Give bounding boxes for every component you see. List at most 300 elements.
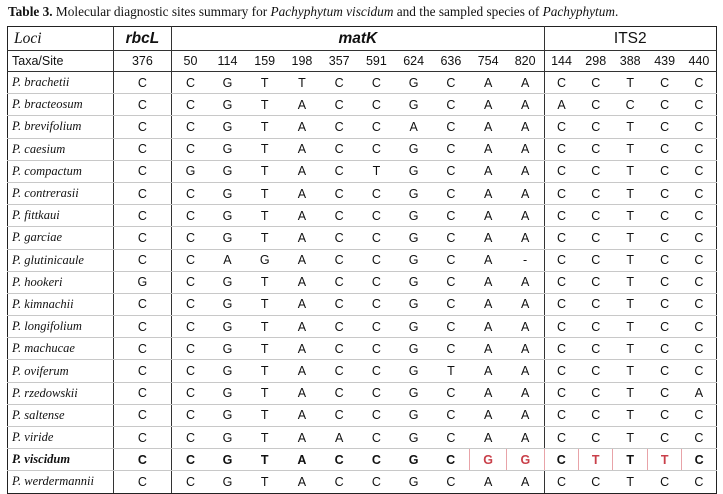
taxon-name: P. fittkaui	[8, 205, 114, 227]
nucleotide-cell: T	[246, 427, 283, 449]
nucleotide-cell: C	[579, 205, 613, 227]
table-row	[8, 471, 717, 493]
table-row	[8, 427, 717, 449]
nucleotide-cell: G	[209, 471, 246, 493]
nucleotide-cell: G	[209, 72, 246, 94]
nucleotide-cell: T	[613, 227, 647, 249]
nucleotide-cell: C	[579, 382, 613, 404]
nucleotide-cell: C	[358, 293, 395, 315]
nucleotide-cell: G	[395, 138, 432, 160]
caption-label: Table 3.	[8, 4, 53, 19]
taxon-name: P. machucae	[8, 338, 114, 360]
table-row	[8, 249, 717, 271]
nucleotide-cell: A	[507, 72, 544, 94]
nucleotide-cell: C	[172, 94, 209, 116]
nucleotide-cell: C	[682, 449, 717, 471]
locus-rbcl: rbcL	[113, 27, 171, 51]
nucleotide-cell: C	[321, 360, 358, 382]
nucleotide-cell: G	[209, 116, 246, 138]
taxon-name: P. contrerasii	[8, 182, 114, 204]
nucleotide-cell: C	[432, 227, 469, 249]
nucleotide-cell: T	[283, 72, 320, 94]
nucleotide-cell: C	[358, 205, 395, 227]
nucleotide-cell: C	[432, 471, 469, 493]
nucleotide-cell: C	[579, 249, 613, 271]
nucleotide-cell: C	[321, 338, 358, 360]
nucleotide-cell: C	[113, 249, 171, 271]
nucleotide-cell: T	[246, 360, 283, 382]
taxon-name: P. oviferum	[8, 360, 114, 382]
nucleotide-cell: T	[647, 449, 681, 471]
nucleotide-cell: C	[432, 427, 469, 449]
nucleotide-cell: C	[682, 249, 717, 271]
sites-header-row	[8, 51, 717, 72]
taxon-name: P. saltense	[8, 404, 114, 426]
nucleotide-cell: C	[358, 471, 395, 493]
site-header: 820	[507, 51, 544, 72]
nucleotide-cell: C	[647, 160, 681, 182]
site-header: 624	[395, 51, 432, 72]
nucleotide-cell: G	[209, 449, 246, 471]
nucleotide-cell: A	[507, 382, 544, 404]
nucleotide-cell: C	[579, 471, 613, 493]
nucleotide-cell: A	[507, 316, 544, 338]
table-row	[8, 138, 717, 160]
nucleotide-cell: G	[395, 316, 432, 338]
nucleotide-cell: T	[613, 316, 647, 338]
nucleotide-cell: C	[432, 293, 469, 315]
nucleotide-cell: C	[113, 471, 171, 493]
nucleotide-cell: C	[647, 72, 681, 94]
nucleotide-cell: T	[246, 338, 283, 360]
table-row	[8, 227, 717, 249]
nucleotide-cell: T	[246, 72, 283, 94]
nucleotide-cell: C	[113, 316, 171, 338]
taxa-site-label: Taxa/Site	[8, 51, 114, 72]
nucleotide-cell: A	[283, 227, 320, 249]
nucleotide-cell: C	[613, 94, 647, 116]
nucleotide-cell: A	[283, 427, 320, 449]
nucleotide-cell: C	[544, 227, 578, 249]
caption-text-before: Molecular diagnostic sites summary for	[52, 4, 271, 19]
nucleotide-cell: G	[395, 427, 432, 449]
nucleotide-cell: G	[395, 182, 432, 204]
nucleotide-cell: C	[647, 338, 681, 360]
nucleotide-cell: A	[283, 160, 320, 182]
nucleotide-cell: A	[283, 138, 320, 160]
nucleotide-cell: C	[172, 404, 209, 426]
locus-its2: ITS2	[544, 27, 716, 51]
nucleotide-cell: C	[358, 338, 395, 360]
nucleotide-cell: C	[432, 316, 469, 338]
nucleotide-cell: A	[283, 338, 320, 360]
nucleotide-cell: T	[246, 227, 283, 249]
nucleotide-cell: G	[209, 271, 246, 293]
nucleotide-cell: A	[470, 382, 507, 404]
taxon-name: P. garciae	[8, 227, 114, 249]
nucleotide-cell: C	[682, 160, 717, 182]
nucleotide-cell: C	[647, 138, 681, 160]
nucleotide-cell: C	[358, 116, 395, 138]
nucleotide-cell: A	[507, 360, 544, 382]
nucleotide-cell: T	[613, 182, 647, 204]
nucleotide-cell: C	[682, 316, 717, 338]
nucleotide-cell: G	[395, 449, 432, 471]
nucleotide-cell: C	[113, 404, 171, 426]
table-row	[8, 271, 717, 293]
nucleotide-cell: A	[507, 116, 544, 138]
nucleotide-cell: G	[209, 293, 246, 315]
nucleotide-cell: A	[470, 360, 507, 382]
nucleotide-cell: T	[613, 293, 647, 315]
nucleotide-cell: C	[579, 316, 613, 338]
nucleotide-cell: C	[172, 249, 209, 271]
nucleotide-cell: T	[613, 160, 647, 182]
nucleotide-cell: G	[113, 271, 171, 293]
nucleotide-cell: C	[647, 427, 681, 449]
nucleotide-cell: A	[682, 382, 717, 404]
nucleotide-cell: C	[544, 271, 578, 293]
nucleotide-cell: T	[613, 427, 647, 449]
nucleotide-cell: C	[432, 449, 469, 471]
nucleotide-cell: C	[647, 227, 681, 249]
nucleotide-cell: C	[321, 138, 358, 160]
site-header: 298	[579, 51, 613, 72]
nucleotide-cell: G	[395, 249, 432, 271]
nucleotide-cell: C	[647, 271, 681, 293]
nucleotide-cell: T	[613, 404, 647, 426]
nucleotide-cell: A	[470, 94, 507, 116]
nucleotide-cell: A	[470, 404, 507, 426]
nucleotide-cell: C	[432, 271, 469, 293]
nucleotide-cell: C	[682, 182, 717, 204]
nucleotide-cell: C	[432, 138, 469, 160]
table-row	[8, 94, 717, 116]
nucleotide-cell: C	[432, 182, 469, 204]
nucleotide-cell: C	[113, 160, 171, 182]
diagnostic-sites-table	[7, 26, 717, 494]
nucleotide-cell: T	[358, 160, 395, 182]
site-header: 388	[613, 51, 647, 72]
nucleotide-cell: T	[613, 249, 647, 271]
nucleotide-cell: A	[507, 293, 544, 315]
nucleotide-cell: A	[283, 116, 320, 138]
table-row	[8, 160, 717, 182]
taxon-name: P. kimnachii	[8, 293, 114, 315]
nucleotide-cell: C	[358, 138, 395, 160]
nucleotide-cell: G	[470, 449, 507, 471]
nucleotide-cell: A	[283, 205, 320, 227]
taxon-name: P. viride	[8, 427, 114, 449]
nucleotide-cell: C	[172, 360, 209, 382]
nucleotide-cell: T	[613, 449, 647, 471]
site-header: 144	[544, 51, 578, 72]
nucleotide-cell: C	[544, 182, 578, 204]
nucleotide-cell: C	[321, 160, 358, 182]
nucleotide-cell: C	[682, 271, 717, 293]
nucleotide-cell: A	[507, 160, 544, 182]
nucleotide-cell: C	[321, 205, 358, 227]
nucleotide-cell: G	[395, 72, 432, 94]
nucleotide-cell: G	[209, 138, 246, 160]
nucleotide-cell: C	[682, 72, 717, 94]
loci-header-row	[8, 27, 717, 51]
nucleotide-cell: C	[321, 471, 358, 493]
nucleotide-cell: A	[283, 404, 320, 426]
nucleotide-cell: G	[246, 249, 283, 271]
nucleotide-cell: C	[321, 382, 358, 404]
nucleotide-cell: T	[432, 360, 469, 382]
nucleotide-cell: C	[321, 116, 358, 138]
nucleotide-cell: C	[544, 138, 578, 160]
nucleotide-cell: T	[246, 271, 283, 293]
nucleotide-cell: C	[321, 316, 358, 338]
nucleotide-cell: C	[172, 449, 209, 471]
site-header: 440	[682, 51, 717, 72]
nucleotide-cell: C	[358, 427, 395, 449]
nucleotide-cell: C	[647, 116, 681, 138]
nucleotide-cell: T	[246, 449, 283, 471]
taxon-name: P. brevifolium	[8, 116, 114, 138]
nucleotide-cell: C	[113, 72, 171, 94]
table-row	[8, 72, 717, 94]
nucleotide-cell: A	[507, 338, 544, 360]
site-header: 376	[113, 51, 171, 72]
table-row	[8, 449, 717, 471]
table-row	[8, 205, 717, 227]
nucleotide-cell: A	[321, 427, 358, 449]
nucleotide-cell: C	[432, 94, 469, 116]
nucleotide-cell: C	[544, 205, 578, 227]
nucleotide-cell: C	[544, 116, 578, 138]
nucleotide-cell: C	[544, 316, 578, 338]
nucleotide-cell: G	[209, 182, 246, 204]
nucleotide-cell: T	[613, 382, 647, 404]
site-header: 114	[209, 51, 246, 72]
nucleotide-cell: T	[613, 471, 647, 493]
nucleotide-cell: C	[113, 227, 171, 249]
nucleotide-cell: C	[647, 293, 681, 315]
nucleotide-cell: G	[209, 427, 246, 449]
nucleotide-cell: C	[113, 449, 171, 471]
nucleotide-cell: G	[209, 360, 246, 382]
nucleotide-cell: C	[579, 404, 613, 426]
nucleotide-cell: C	[172, 471, 209, 493]
nucleotide-cell: C	[358, 271, 395, 293]
nucleotide-cell: T	[579, 449, 613, 471]
nucleotide-cell: A	[283, 471, 320, 493]
nucleotide-cell: C	[647, 471, 681, 493]
nucleotide-cell: C	[321, 182, 358, 204]
nucleotide-cell: A	[507, 471, 544, 493]
nucleotide-cell: C	[432, 404, 469, 426]
nucleotide-cell: C	[113, 293, 171, 315]
nucleotide-cell: C	[358, 249, 395, 271]
nucleotide-cell: C	[579, 293, 613, 315]
nucleotide-cell: C	[113, 360, 171, 382]
nucleotide-cell: C	[682, 94, 717, 116]
nucleotide-cell: C	[579, 116, 613, 138]
taxon-name: P. glutinicaule	[8, 249, 114, 271]
nucleotide-cell: C	[682, 360, 717, 382]
nucleotide-cell: C	[172, 227, 209, 249]
nucleotide-cell: A	[470, 205, 507, 227]
nucleotide-cell: A	[507, 404, 544, 426]
nucleotide-cell: C	[544, 249, 578, 271]
nucleotide-cell: C	[321, 404, 358, 426]
table-row	[8, 116, 717, 138]
nucleotide-cell: C	[432, 205, 469, 227]
taxon-name: P. viscidum	[8, 449, 114, 471]
nucleotide-cell: A	[395, 116, 432, 138]
nucleotide-cell: T	[246, 138, 283, 160]
nucleotide-cell: A	[507, 427, 544, 449]
nucleotide-cell: C	[579, 72, 613, 94]
nucleotide-cell: A	[470, 160, 507, 182]
nucleotide-cell: A	[470, 293, 507, 315]
nucleotide-cell: G	[507, 449, 544, 471]
nucleotide-cell: C	[682, 471, 717, 493]
nucleotide-cell: C	[579, 227, 613, 249]
nucleotide-cell: C	[647, 404, 681, 426]
site-header: 50	[172, 51, 209, 72]
loci-label: Loci	[8, 27, 114, 51]
nucleotide-cell: C	[172, 338, 209, 360]
nucleotide-cell: A	[507, 182, 544, 204]
nucleotide-cell: A	[507, 205, 544, 227]
nucleotide-cell: C	[682, 293, 717, 315]
nucleotide-cell: C	[647, 316, 681, 338]
nucleotide-cell: C	[113, 182, 171, 204]
taxon-name: P. caesium	[8, 138, 114, 160]
nucleotide-cell: C	[682, 205, 717, 227]
nucleotide-cell: A	[209, 249, 246, 271]
nucleotide-cell: A	[470, 427, 507, 449]
nucleotide-cell: C	[172, 382, 209, 404]
nucleotide-cell: A	[507, 138, 544, 160]
nucleotide-cell: C	[544, 382, 578, 404]
site-header: 754	[470, 51, 507, 72]
nucleotide-cell: G	[395, 293, 432, 315]
nucleotide-cell: T	[246, 382, 283, 404]
nucleotide-cell: A	[283, 94, 320, 116]
nucleotide-cell: C	[544, 160, 578, 182]
nucleotide-cell: G	[395, 338, 432, 360]
nucleotide-cell: C	[579, 338, 613, 360]
nucleotide-cell: C	[579, 271, 613, 293]
nucleotide-cell: A	[507, 271, 544, 293]
nucleotide-cell: C	[113, 205, 171, 227]
nucleotide-cell: T	[613, 116, 647, 138]
nucleotide-cell: C	[358, 94, 395, 116]
site-header: 636	[432, 51, 469, 72]
nucleotide-cell: T	[246, 404, 283, 426]
nucleotide-cell: C	[321, 449, 358, 471]
taxon-name: P. bracteosum	[8, 94, 114, 116]
nucleotide-cell: C	[647, 360, 681, 382]
nucleotide-cell: C	[579, 160, 613, 182]
nucleotide-cell: C	[321, 227, 358, 249]
nucleotide-cell: T	[613, 338, 647, 360]
nucleotide-cell: G	[209, 94, 246, 116]
nucleotide-cell: G	[395, 471, 432, 493]
taxon-name: P. longifolium	[8, 316, 114, 338]
nucleotide-cell: G	[209, 316, 246, 338]
nucleotide-cell: C	[113, 94, 171, 116]
table-row	[8, 316, 717, 338]
nucleotide-cell: C	[544, 293, 578, 315]
nucleotide-cell: C	[682, 427, 717, 449]
nucleotide-cell: C	[358, 182, 395, 204]
nucleotide-cell: C	[647, 182, 681, 204]
nucleotide-cell: G	[395, 205, 432, 227]
nucleotide-cell: T	[613, 205, 647, 227]
nucleotide-cell: C	[358, 360, 395, 382]
nucleotide-cell: C	[682, 116, 717, 138]
nucleotide-cell: C	[358, 404, 395, 426]
nucleotide-cell: T	[246, 205, 283, 227]
nucleotide-cell: T	[613, 360, 647, 382]
table-row	[8, 360, 717, 382]
nucleotide-cell: C	[172, 72, 209, 94]
nucleotide-cell: C	[432, 160, 469, 182]
nucleotide-cell: C	[358, 449, 395, 471]
nucleotide-cell: C	[579, 138, 613, 160]
nucleotide-cell: A	[470, 338, 507, 360]
nucleotide-cell: T	[246, 293, 283, 315]
site-header: 357	[321, 51, 358, 72]
nucleotide-cell: C	[172, 205, 209, 227]
nucleotide-cell: A	[283, 293, 320, 315]
nucleotide-cell: C	[321, 72, 358, 94]
nucleotide-cell: C	[579, 360, 613, 382]
nucleotide-cell: G	[395, 404, 432, 426]
nucleotide-cell: C	[113, 427, 171, 449]
nucleotide-cell: C	[647, 249, 681, 271]
nucleotide-cell: A	[283, 182, 320, 204]
nucleotide-cell: C	[113, 338, 171, 360]
table-row	[8, 293, 717, 315]
site-header: 439	[647, 51, 681, 72]
nucleotide-cell: C	[432, 338, 469, 360]
nucleotide-cell: C	[321, 293, 358, 315]
nucleotide-cell: G	[172, 160, 209, 182]
nucleotide-cell: G	[209, 338, 246, 360]
taxon-name: P. hookeri	[8, 271, 114, 293]
nucleotide-cell: G	[395, 94, 432, 116]
nucleotide-cell: A	[470, 249, 507, 271]
nucleotide-cell: G	[395, 160, 432, 182]
nucleotide-cell: C	[321, 249, 358, 271]
nucleotide-cell: C	[682, 227, 717, 249]
nucleotide-cell: G	[209, 404, 246, 426]
nucleotide-cell: G	[395, 227, 432, 249]
nucleotide-cell: T	[246, 116, 283, 138]
table-row	[8, 182, 717, 204]
taxon-name: P. rzedowskii	[8, 382, 114, 404]
nucleotide-cell: C	[544, 360, 578, 382]
caption-species: Pachyphytum viscidum	[270, 4, 394, 19]
nucleotide-cell: C	[172, 427, 209, 449]
nucleotide-cell: T	[246, 316, 283, 338]
nucleotide-cell: A	[470, 316, 507, 338]
table-caption	[8, 4, 718, 20]
nucleotide-cell: T	[246, 160, 283, 182]
site-header: 198	[283, 51, 320, 72]
nucleotide-cell: A	[283, 449, 320, 471]
nucleotide-cell: A	[283, 249, 320, 271]
nucleotide-cell: C	[321, 271, 358, 293]
